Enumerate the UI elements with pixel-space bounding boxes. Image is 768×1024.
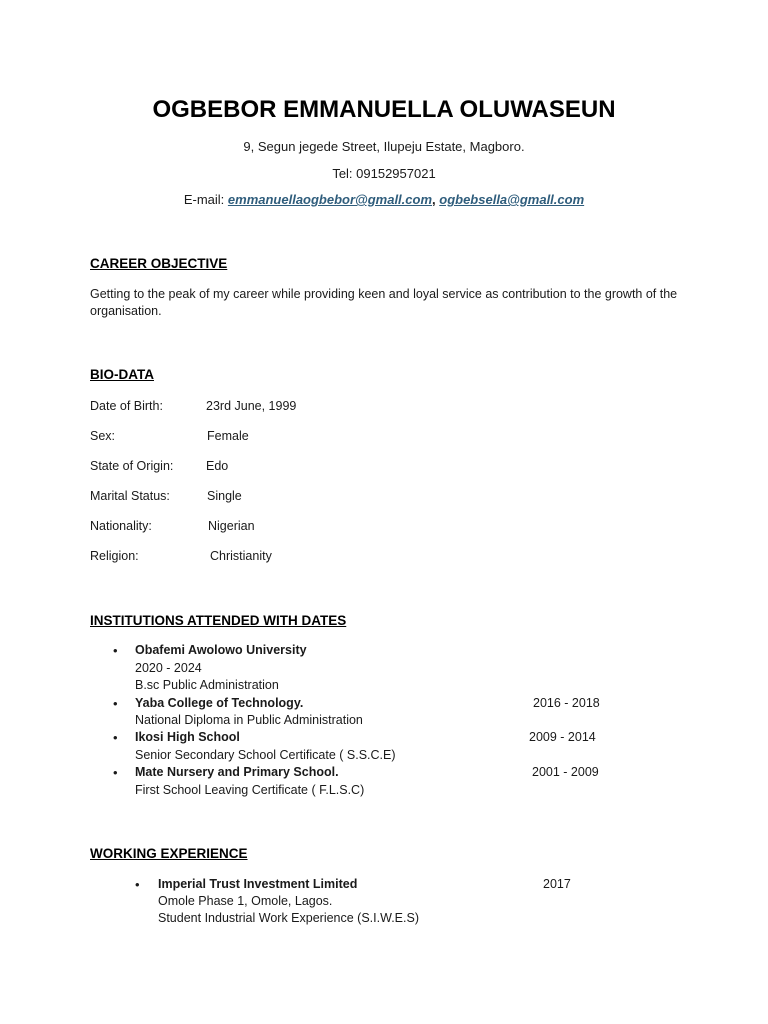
candidate-name: OGBEBOR EMMANUELLA OLUWASEUN bbox=[152, 96, 616, 123]
bullet-icon: • bbox=[113, 696, 118, 711]
bio-label: State of Origin: bbox=[90, 459, 174, 473]
institutions-heading: INSTITUTIONS ATTENDED WITH DATES bbox=[90, 613, 347, 628]
institution-name: Mate Nursery and Primary School. bbox=[135, 765, 339, 779]
career-objective-heading: CAREER OBJECTIVE bbox=[90, 256, 228, 271]
bio-data-heading: BIO-DATA bbox=[90, 367, 154, 382]
bio-label: Sex: bbox=[90, 429, 116, 443]
institution-name: Obafemi Awolowo University bbox=[135, 643, 307, 657]
employment-role: Student Industrial Work Experience (S.I.W.E.S) bbox=[158, 911, 419, 925]
bio-value: Edo bbox=[206, 459, 229, 473]
institution-detail: Senior Secondary School Certificate ( S.S.C.E) bbox=[135, 748, 396, 762]
bullet-icon: • bbox=[113, 765, 118, 780]
bullet-icon: • bbox=[113, 643, 118, 658]
bio-value: Single bbox=[207, 489, 242, 503]
telephone: Tel: 09152957021 bbox=[332, 166, 436, 181]
career-objective-text: Getting to the peak of my career while providing keen and loyal service as contribution to the growth of the organisation. bbox=[90, 287, 678, 318]
email-separator: , bbox=[432, 192, 440, 207]
email-label: E-mail: bbox=[183, 192, 228, 207]
bullet-icon: • bbox=[113, 730, 118, 745]
bio-value: Nigerian bbox=[208, 519, 255, 533]
institution-detail: First School Leaving Certificate ( F.L.S.C) bbox=[135, 783, 365, 797]
employer-location: Omole Phase 1, Omole, Lagos. bbox=[158, 894, 333, 908]
address: 9, Segun jegede Street, Ilupeju Estate, Magboro. bbox=[243, 139, 525, 154]
institution-name: Ikosi High School bbox=[135, 730, 240, 744]
institution-dates: 2020 - 2024 bbox=[135, 661, 202, 675]
institution-detail: B.sc Public Administration bbox=[135, 678, 279, 692]
institution-dates: 2016 - 2018 bbox=[533, 696, 600, 710]
bio-label: Religion: bbox=[90, 549, 139, 563]
email-line bbox=[0, 192, 768, 207]
working-experience-heading: WORKING EXPERIENCE bbox=[90, 846, 248, 861]
institution-dates: 2009 - 2014 bbox=[529, 730, 596, 744]
employer-name: Imperial Trust Investment Limited bbox=[158, 877, 358, 891]
bio-value: Female bbox=[207, 429, 249, 443]
institution-detail: National Diploma in Public Administration bbox=[135, 713, 363, 727]
email-link-2[interactable]: ogbebsella@gmall.com bbox=[439, 192, 585, 207]
bio-label: Marital Status: bbox=[90, 489, 170, 503]
institution-name: Yaba College of Technology. bbox=[135, 696, 304, 710]
bio-value: Christianity bbox=[210, 549, 272, 563]
bio-label: Nationality: bbox=[90, 519, 152, 533]
bullet-icon: • bbox=[135, 877, 140, 892]
institution-dates: 2001 - 2009 bbox=[532, 765, 599, 779]
email-link-1[interactable]: emmanuellaogbebor@gmall.com bbox=[227, 192, 433, 207]
bio-value: 23rd June, 1999 bbox=[206, 399, 297, 413]
employment-year: 2017 bbox=[543, 877, 571, 891]
bio-label: Date of Birth: bbox=[90, 399, 163, 413]
